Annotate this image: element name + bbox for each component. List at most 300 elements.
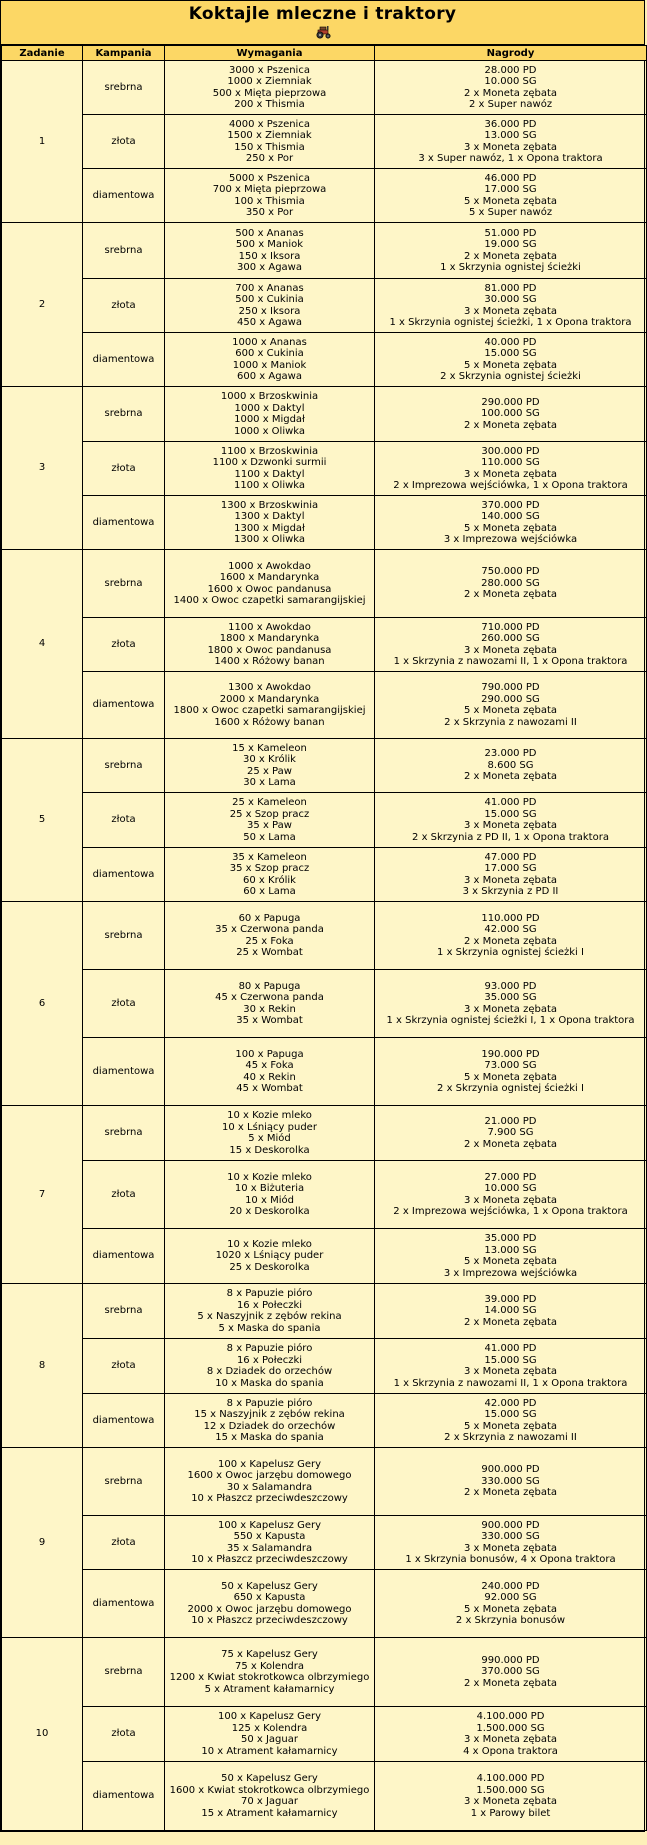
table-row (2, 550, 647, 618)
reward-line: 5 x Moneta zębata (463, 1603, 558, 1615)
reward-line: 2 x Skrzynia z PD II, 1 x Opona traktora (412, 831, 609, 843)
requirement-line: 60 x Papuga (238, 912, 301, 924)
campaign-cell: złota (83, 1161, 165, 1229)
reward-line: 1.500.000 SG (476, 1784, 545, 1796)
header-wymagania: Wymagania (165, 46, 375, 61)
requirement-line: 650 x Kapusta (233, 1592, 306, 1603)
table-row (2, 169, 647, 223)
requirements-cell (165, 1638, 375, 1707)
campaign-cell: srebrna (83, 739, 165, 793)
reward-line: 2 x Moneta zębata (463, 1316, 558, 1328)
requirement-line: 1100 x Awokdao (228, 621, 311, 633)
reward-line: 93.000 PD (484, 980, 537, 992)
campaign-cell: srebrna (83, 1284, 165, 1339)
requirements-cell (165, 61, 375, 115)
requirement-line: 1600 x Różowy banan (214, 716, 325, 728)
requirement-line: 1000 x Ananas (232, 336, 307, 348)
rewards-cell (375, 115, 647, 169)
rewards-cell (375, 442, 647, 496)
requirement-line: 500 x Ananas (235, 227, 304, 239)
requirement-line: 600 x Agawa (237, 371, 302, 382)
requirement-line: 25 x Szop pracz (229, 808, 310, 820)
requirement-line: 1800 x Mandarynka (219, 633, 320, 644)
table-row (2, 1707, 647, 1762)
task-number: 4 (2, 550, 83, 739)
reward-line: 900.000 PD (481, 1519, 540, 1531)
reward-line: 790.000 PD (481, 682, 540, 693)
requirements-cell (165, 1284, 375, 1339)
requirements-cell (165, 223, 375, 279)
requirement-line: 1000 x Brzoskwinia (220, 391, 319, 402)
requirement-line: 50 x Lama (243, 831, 296, 843)
requirement-line: 60 x Królik (243, 874, 296, 886)
rewards-cell (375, 279, 647, 333)
rewards-cell (375, 223, 647, 279)
reward-line: 5 x Moneta zębata (463, 1256, 558, 1267)
requirement-line: 1000 x Maniok (232, 359, 307, 371)
task-number: 9 (2, 1448, 83, 1638)
reward-line: 990.000 PD (481, 1654, 540, 1666)
reward-line: 1 x Skrzynia ognistej ścieżki, 1 x Opona traktora (389, 317, 632, 328)
requirement-line: 1800 x Owoc czapetki samarangijskiej (173, 705, 366, 716)
requirement-line: 45 x Czerwona panda (215, 992, 324, 1003)
requirement-line: 50 x Jaguar (240, 1734, 298, 1745)
reward-line: 1 x Skrzynia z nawozami II, 1 x Opona traktora (393, 1377, 628, 1389)
requirement-line: 16 x Połeczki (236, 1354, 303, 1366)
reward-line: 7.900 SG (487, 1127, 534, 1139)
reward-line: 100.000 SG (481, 408, 540, 420)
requirements-cell (165, 739, 375, 793)
requirement-line: 10 x Miód (245, 1194, 294, 1206)
campaign-cell: złota (83, 793, 165, 848)
rewards-cell (375, 970, 647, 1038)
reward-line: 3 x Moneta zębata (463, 1366, 558, 1377)
reward-line: 40.000 PD (484, 336, 537, 348)
reward-line: 2 x Moneta zębata (463, 1487, 558, 1499)
requirement-line: 4000 x Pszenica (229, 118, 310, 130)
task-number: 8 (2, 1284, 83, 1448)
task-number: 1 (2, 61, 83, 223)
reward-line: 5 x Moneta zębata (463, 359, 558, 371)
reward-line: 8.600 SG (487, 759, 534, 771)
requirements-cell (165, 1229, 375, 1284)
requirement-line: 250 x Por (245, 153, 294, 164)
reward-line: 2 x Moneta zębata (463, 250, 558, 262)
table-row (2, 1038, 647, 1106)
requirement-line: 5 x Maska do spania (218, 1322, 321, 1334)
reward-line: 10.000 SG (484, 76, 537, 87)
table-row (2, 442, 647, 496)
reward-line: 290.000 SG (481, 693, 540, 705)
rewards-cell (375, 848, 647, 902)
reward-line: 1 x Skrzynia z nawozami II, 1 x Opona traktora (393, 656, 628, 667)
requirement-line: 30 x Lama (243, 777, 296, 788)
rewards-cell (375, 1394, 647, 1448)
reward-line: 30.000 SG (484, 294, 537, 305)
task-number: 10 (2, 1638, 83, 1831)
campaign-cell: diamentowa (83, 672, 165, 739)
reward-line: 4.100.000 PD (476, 1773, 545, 1784)
requirement-line: 500 x Mięta pieprzowa (212, 87, 327, 99)
rewards-cell (375, 61, 647, 115)
reward-line: 4 x Opona traktora (463, 1745, 558, 1757)
table-row (2, 672, 647, 739)
reward-line: 2 x Skrzynia ognistej ścieżki I (437, 1083, 584, 1094)
requirements-cell (165, 793, 375, 848)
reward-line: 2 x Moneta zębata (463, 935, 558, 947)
requirement-line: 700 x Mięta pieprzowa (212, 184, 327, 195)
requirement-line: 35 x Paw (247, 820, 292, 831)
rewards-cell (375, 793, 647, 848)
campaign-cell: diamentowa (83, 1570, 165, 1638)
rewards-cell (375, 1284, 647, 1339)
rewards-cell (375, 618, 647, 672)
rewards-cell (375, 1448, 647, 1516)
header-kampania: Kampania (83, 46, 165, 61)
campaign-cell: złota (83, 970, 165, 1038)
requirement-line: 12 x Dziadek do orzechów (203, 1420, 336, 1432)
header-nagrody: Nagrody (375, 46, 647, 61)
requirement-line: 125 x Kolendra (231, 1722, 308, 1734)
reward-line: 2 x Moneta zębata (463, 1138, 558, 1150)
campaign-cell: diamentowa (83, 1229, 165, 1284)
reward-line: 2 x Moneta zębata (463, 1677, 558, 1689)
reward-line: 750.000 PD (481, 566, 540, 578)
reward-line: 3 x Moneta zębata (463, 874, 558, 886)
requirement-line: 2000 x Mandarynka (219, 693, 320, 705)
requirements-cell (165, 333, 375, 387)
table-row (2, 115, 647, 169)
campaign-cell: złota (83, 1707, 165, 1762)
requirement-line: 35 x Salamandra (226, 1542, 313, 1554)
requirement-line: 5 x Naszyjnik z zębów rekina (197, 1311, 342, 1322)
reward-line: 17.000 SG (484, 184, 537, 195)
requirement-line: 100 x Kapelusz Gery (217, 1458, 322, 1470)
requirements-cell (165, 1394, 375, 1448)
requirement-line: 5000 x Pszenica (229, 172, 310, 184)
title-bar (1, 1, 644, 45)
reward-line: 42.000 PD (484, 1397, 537, 1409)
requirement-line: 15 x Deskorolka (229, 1144, 310, 1156)
reward-line: 3 x Moneta zębata (463, 1796, 558, 1807)
page-title: Koktajle mleczne i traktory (188, 4, 457, 24)
requirement-line: 1800 x Owoc pandanusa (207, 644, 332, 656)
reward-line: 1 x Parowy bilet (470, 1807, 551, 1819)
reward-line: 5 x Moneta zębata (463, 1420, 558, 1432)
requirement-line: 50 x Kapelusz Gery (221, 1580, 318, 1592)
table-row (2, 848, 647, 902)
rewards-cell (375, 902, 647, 970)
table-row (2, 387, 647, 442)
requirement-line: 10 x Płaszcz przeciwdeszczowy (191, 1615, 348, 1626)
reward-line: 17.000 SG (484, 863, 537, 874)
requirement-line: 1100 x Daktyl (234, 468, 305, 480)
requirements-cell (165, 279, 375, 333)
requirement-line: 30 x Królik (243, 754, 296, 765)
table-row (2, 618, 647, 672)
requirements-cell (165, 1339, 375, 1394)
requirement-line: 100 x Thismia (234, 195, 305, 207)
requirement-line: 50 x Kapelusz Gery (221, 1773, 318, 1784)
requirement-line: 10 x Płaszcz przeciwdeszczowy (191, 1554, 348, 1565)
rewards-cell (375, 169, 647, 223)
reward-line: 13.000 SG (484, 130, 537, 141)
requirement-line: 10 x Kozie mleko (227, 1171, 312, 1183)
requirement-line: 1000 x Ziemniak (227, 76, 312, 87)
rewards-cell (375, 1707, 647, 1762)
requirements-cell (165, 1516, 375, 1570)
rewards-cell (375, 1229, 647, 1284)
requirements-cell (165, 496, 375, 550)
requirement-line: 3000 x Pszenica (229, 64, 310, 76)
requirement-line: 1600 x Owoc pandanusa (207, 583, 332, 595)
campaign-cell: srebrna (83, 61, 165, 115)
requirement-line: 25 x Deskorolka (229, 1261, 310, 1273)
reward-line: 39.000 PD (484, 1293, 537, 1305)
requirement-line: 10 x Maska do spania (215, 1377, 324, 1389)
campaign-cell: diamentowa (83, 496, 165, 550)
table-row (2, 1394, 647, 1448)
requirement-line: 15 x Maska do spania (215, 1432, 324, 1443)
reward-line: 1.500.000 SG (476, 1722, 545, 1734)
reward-line: 710.000 PD (481, 621, 540, 633)
campaign-cell: srebrna (83, 223, 165, 279)
reward-line: 3 x Skrzynia z PD II (462, 886, 559, 897)
reward-line: 140.000 SG (481, 511, 540, 522)
table-row (2, 496, 647, 550)
campaign-cell: srebrna (83, 1106, 165, 1161)
requirement-line: 450 x Agawa (237, 317, 302, 328)
campaign-cell: srebrna (83, 902, 165, 970)
requirement-line: 1500 x Ziemniak (227, 130, 312, 141)
requirement-line: 25 x Wombat (236, 947, 303, 958)
table-row (2, 333, 647, 387)
requirement-line: 1100 x Brzoskwinia (220, 445, 319, 457)
task-number: 3 (2, 387, 83, 550)
rewards-cell (375, 1106, 647, 1161)
requirement-line: 1300 x Brzoskwinia (220, 499, 319, 511)
reward-line: 2 x Moneta zębata (463, 589, 558, 601)
requirement-line: 10 x Atrament kałamarnicy (201, 1745, 338, 1757)
reward-line: 2 x Skrzynia z nawozami II (444, 1432, 577, 1443)
requirement-line: 1600 x Owoc jarzębu domowego (187, 1470, 352, 1481)
requirement-line: 25 x Paw (247, 765, 292, 777)
task-number: 5 (2, 739, 83, 902)
table-row (2, 1161, 647, 1229)
campaign-cell: złota (83, 1339, 165, 1394)
reward-line: 290.000 PD (481, 396, 540, 408)
campaign-cell: złota (83, 115, 165, 169)
campaign-cell: diamentowa (83, 1762, 165, 1831)
rewards-cell (375, 1638, 647, 1707)
requirement-line: 100 x Papuga (235, 1048, 304, 1060)
requirement-line: 1020 x Lśniący puder (215, 1250, 324, 1262)
requirement-line: 1100 x Oliwka (233, 480, 306, 491)
reward-line: 5 x Moneta zębata (463, 522, 558, 534)
requirements-cell (165, 970, 375, 1038)
reward-line: 2 x Imprezowa wejściówka, 1 x Opona traktora (393, 1206, 628, 1217)
requirement-line: 1600 x Mandarynka (219, 572, 320, 583)
requirements-cell (165, 1106, 375, 1161)
reward-line: 900.000 PD (481, 1464, 540, 1476)
requirement-line: 1000 x Daktyl (234, 402, 305, 414)
requirement-line: 10 x Kozie mleko (227, 1110, 312, 1121)
requirements-cell (165, 115, 375, 169)
requirement-line: 8 x Papuzie pióro (226, 1343, 313, 1354)
reward-line: 1 x Skrzynia ognistej ścieżki I (437, 947, 584, 958)
requirement-line: 15 x Kameleon (232, 742, 307, 754)
reward-line: 2 x Moneta zębata (463, 87, 558, 99)
requirement-line: 1600 x Kwiat stokrotkowca olbrzymiego (169, 1784, 370, 1796)
requirements-cell (165, 1762, 375, 1831)
reward-line: 2 x Moneta zębata (463, 419, 558, 431)
reward-line: 3 x Moneta zębata (463, 1194, 558, 1206)
reward-line: 2 x Skrzynia ognistej ścieżki (440, 371, 581, 382)
requirement-line: 25 x Kameleon (232, 797, 307, 808)
reward-line: 15.000 SG (484, 1354, 537, 1366)
campaign-cell: złota (83, 442, 165, 496)
table-row (2, 1448, 647, 1516)
table-row (2, 61, 647, 115)
reward-line: 3 x Moneta zębata (463, 1542, 558, 1554)
requirement-line: 1300 x Migdał (234, 522, 305, 534)
requirement-line: 1000 x Oliwka (233, 425, 306, 437)
reward-line: 1 x Skrzynia ognistej ścieżki (440, 262, 581, 273)
requirements-cell (165, 1038, 375, 1106)
rewards-cell (375, 1570, 647, 1638)
table-row (2, 1516, 647, 1570)
reward-line: 5 x Moneta zębata (463, 1071, 558, 1083)
requirement-line: 35 x Szop pracz (229, 863, 310, 874)
reward-line: 190.000 PD (481, 1048, 540, 1060)
requirement-line: 80 x Papuga (238, 980, 301, 992)
requirements-cell (165, 902, 375, 970)
requirement-line: 1200 x Kwiat stokrotkowca olbrzymiego (169, 1672, 370, 1683)
reward-line: 370.000 PD (481, 499, 540, 511)
reward-line: 73.000 SG (484, 1060, 537, 1071)
requirement-line: 10 x Lśniący puder (222, 1121, 317, 1133)
requirements-cell (165, 1707, 375, 1762)
requirements-cell (165, 848, 375, 902)
requirement-line: 200 x Thismia (234, 99, 305, 110)
reward-line: 5 x Super nawóz (468, 207, 553, 218)
reward-line: 1 x Skrzynia bonusów, 4 x Opona traktora (405, 1554, 616, 1565)
requirements-cell (165, 387, 375, 442)
requirement-line: 10 x Biżuteria (234, 1183, 305, 1194)
rewards-cell (375, 387, 647, 442)
quest-table (1, 45, 647, 1831)
reward-line: 23.000 PD (484, 748, 537, 760)
requirement-line: 500 x Maniok (235, 239, 304, 250)
campaign-cell: diamentowa (83, 1394, 165, 1448)
rewards-cell (375, 1339, 647, 1394)
rewards-cell (375, 1762, 647, 1831)
requirement-line: 300 x Agawa (237, 262, 302, 273)
reward-line: 15.000 SG (484, 808, 537, 820)
requirement-line: 2000 x Owoc jarzębu domowego (187, 1603, 352, 1615)
rewards-cell (375, 1516, 647, 1570)
table-row (2, 1570, 647, 1638)
reward-line: 15.000 SG (484, 1409, 537, 1420)
requirement-line: 16 x Połeczki (236, 1299, 303, 1311)
requirement-line: 150 x Thismia (234, 141, 305, 153)
table-body (2, 61, 647, 1831)
reward-line: 240.000 PD (481, 1580, 540, 1592)
campaign-cell: srebrna (83, 1448, 165, 1516)
reward-line: 81.000 PD (484, 282, 537, 294)
requirement-line: 10 x Płaszcz przeciwdeszczowy (191, 1493, 348, 1504)
requirement-line: 1300 x Daktyl (234, 511, 305, 522)
table-row (2, 793, 647, 848)
requirement-line: 75 x Kolendra (234, 1660, 305, 1672)
table-row (2, 1229, 647, 1284)
rewards-cell (375, 672, 647, 739)
requirements-cell (165, 1161, 375, 1229)
rewards-cell (375, 739, 647, 793)
requirement-line: 550 x Kapusta (233, 1531, 306, 1542)
campaign-cell: złota (83, 279, 165, 333)
campaign-cell: srebrna (83, 1638, 165, 1707)
reward-line: 3 x Super nawóz, 1 x Opona traktora (418, 153, 603, 164)
reward-line: 51.000 PD (484, 227, 537, 239)
requirement-line: 10 x Kozie mleko (227, 1238, 312, 1250)
campaign-cell: diamentowa (83, 848, 165, 902)
reward-line: 3 x Imprezowa wejściówka (443, 534, 578, 545)
requirement-line: 700 x Ananas (235, 282, 304, 294)
requirement-line: 35 x Czerwona panda (215, 924, 324, 935)
reward-line: 3 x Moneta zębata (463, 644, 558, 656)
requirement-line: 45 x Foka (245, 1060, 294, 1071)
rewards-cell (375, 333, 647, 387)
requirement-line: 150 x Iksora (238, 250, 301, 262)
reward-line: 1 x Skrzynia ognistej ścieżki I, 1 x Opona traktora (386, 1015, 635, 1026)
requirement-line: 1300 x Awokdao (228, 682, 311, 693)
requirement-line: 25 x Foka (245, 935, 294, 947)
requirement-line: 100 x Kapelusz Gery (217, 1519, 322, 1531)
campaign-cell: złota (83, 1516, 165, 1570)
rewards-cell (375, 496, 647, 550)
requirement-line: 1000 x Migdał (234, 414, 305, 425)
requirements-cell (165, 442, 375, 496)
requirement-line: 45 x Wombat (236, 1083, 303, 1094)
reward-line: 5 x Moneta zębata (463, 705, 558, 716)
requirement-line: 1400 x Różowy banan (214, 656, 325, 667)
requirement-line: 35 x Wombat (236, 1015, 303, 1026)
reward-line: 4.100.000 PD (476, 1711, 545, 1722)
reward-line: 3 x Moneta zębata (463, 305, 558, 317)
reward-line: 13.000 SG (484, 1244, 537, 1256)
reward-line: 2 x Super nawóz (468, 99, 553, 110)
reward-line: 300.000 PD (481, 445, 540, 457)
reward-line: 46.000 PD (484, 172, 537, 184)
reward-line: 260.000 SG (481, 633, 540, 644)
campaign-cell: srebrna (83, 550, 165, 618)
reward-line: 28.000 PD (484, 64, 537, 76)
reward-line: 15.000 SG (484, 348, 537, 359)
requirement-line: 70 x Jaguar (240, 1796, 298, 1807)
reward-line: 14.000 SG (484, 1305, 537, 1317)
requirements-cell (165, 672, 375, 739)
reward-line: 3 x Moneta zębata (463, 468, 558, 480)
requirement-line: 5 x Miód (248, 1133, 291, 1144)
rewards-cell (375, 1038, 647, 1106)
requirements-cell (165, 1448, 375, 1516)
reward-line: 19.000 SG (484, 239, 537, 250)
tractor-icon (314, 25, 332, 39)
reward-line: 3 x Imprezowa wejściówka (443, 1267, 578, 1279)
table-row (2, 1284, 647, 1339)
requirement-line: 60 x Lama (243, 886, 296, 897)
